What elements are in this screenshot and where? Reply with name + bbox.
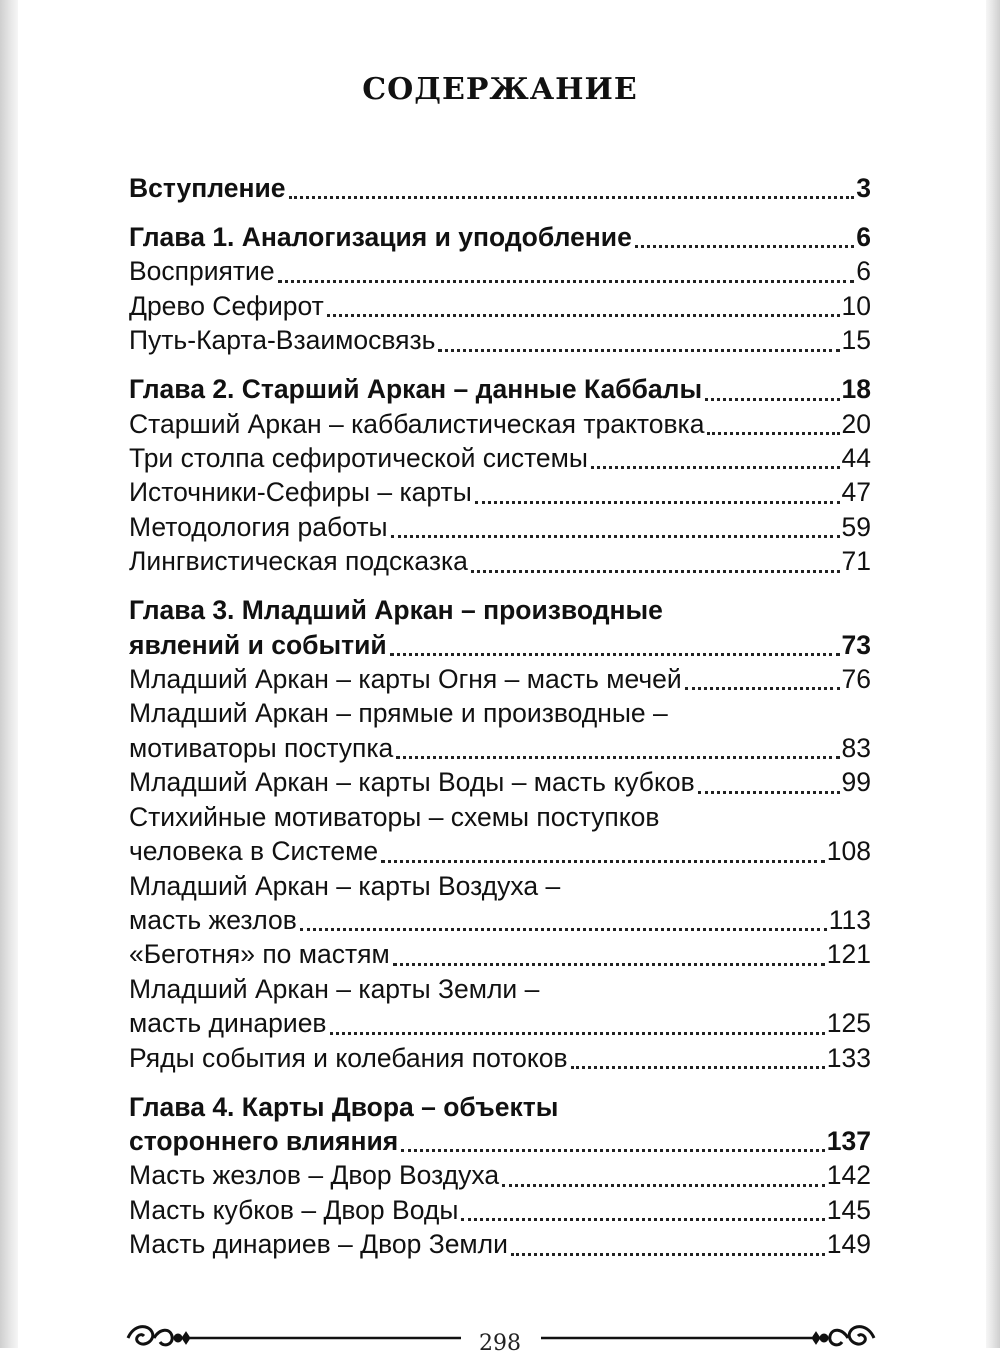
dot-leader [695, 765, 842, 799]
chapter-title: Глава 1. Аналогизация и уподобление [129, 222, 632, 252]
dot-leader [393, 731, 841, 765]
chapter-title: Вступление [129, 173, 286, 203]
dot-leader [568, 1041, 827, 1075]
page-gutter-right [986, 0, 1000, 1348]
page-ref: 44 [841, 443, 871, 474]
page-ref: 133 [826, 1042, 871, 1073]
page-ref: 137 [826, 1125, 871, 1156]
section-title: масть динариев [129, 1008, 327, 1039]
page-ref: 6 [856, 256, 871, 287]
section-title: Восприятие [129, 256, 275, 287]
dot-leader [324, 289, 842, 323]
toc-section-entry [129, 1006, 871, 1040]
dot-leader [327, 1006, 827, 1040]
toc-section-entry [129, 937, 871, 971]
page-ref: 6 [856, 222, 871, 252]
section-title: Древо Сефирот [129, 290, 324, 321]
page-ref: 149 [826, 1229, 871, 1260]
page-ref: 142 [826, 1160, 871, 1191]
chapter-title: явлений и событий [129, 629, 387, 660]
toc-group [129, 220, 871, 358]
section-title: Путь-Карта-Взаимосвязь [129, 325, 436, 356]
section-title: Источники-Сефиры – карты [129, 477, 472, 508]
section-title: Младший Аркан – карты Воды – масть кубков [129, 767, 695, 798]
toc-section-entry [129, 1041, 871, 1075]
toc-chapter-entry [129, 372, 871, 406]
section-title: Масть кубков – Двор Воды [129, 1194, 459, 1225]
page-ref: 3 [856, 173, 871, 203]
toc-group [129, 372, 871, 578]
dot-leader [390, 937, 827, 971]
section-title: Младший Аркан – карты Огня – масть мечей [129, 664, 682, 695]
page-ref: 113 [828, 904, 871, 935]
page-ref: 121 [826, 939, 871, 970]
dot-leader [388, 510, 842, 544]
toc-entry-first-line [129, 1090, 871, 1124]
toc-chapter-entry [129, 220, 871, 254]
page-ref: 76 [841, 664, 871, 695]
section-title: Младший Аркан – карты Воздуха – [129, 870, 561, 901]
toc-chapter-entry [129, 628, 871, 662]
toc-entry-first-line [129, 696, 871, 730]
toc-group [129, 171, 871, 205]
dot-leader [398, 1124, 827, 1158]
section-title: Ряды события и колебания потоков [129, 1042, 568, 1073]
dot-leader [704, 407, 841, 441]
toc-section-entry [129, 834, 871, 868]
page-ref: 47 [841, 477, 871, 508]
page-ref: 59 [841, 511, 871, 542]
toc-section-entry [129, 475, 871, 509]
dot-leader [499, 1158, 827, 1192]
section-title: Младший Аркан – карты Земли – [129, 973, 540, 1004]
toc-chapter-entry [129, 1124, 871, 1158]
page-number: 298 [479, 1331, 521, 1356]
dot-leader [588, 441, 842, 475]
dot-leader [702, 372, 841, 406]
section-title: Методология работы [129, 511, 388, 542]
section-title: Масть динариев – Двор Земли [129, 1229, 508, 1260]
page-ref: 71 [841, 546, 871, 577]
section-title: человека в Системе [129, 836, 379, 867]
toc-section-entry [129, 731, 871, 765]
chapter-title: Глава 3. Младший Аркан – производные [129, 595, 663, 626]
chapter-title: Глава 2. Старший Аркан – данные Каббалы [129, 374, 703, 405]
toc-section-entry [129, 254, 871, 288]
page-gutter-left [0, 0, 18, 1348]
toc-section-entry [129, 323, 871, 357]
section-title: «Беготня» по мастям [129, 939, 390, 970]
chapter-title: стороннего влияния [129, 1125, 399, 1156]
dot-leader [472, 475, 842, 509]
toc-section-entry [129, 765, 871, 799]
section-title: Старший Аркан – каббалистическая трактовка [129, 408, 705, 439]
page-ref: 20 [841, 408, 871, 439]
section-title: Младший Аркан – прямые и производные – [129, 698, 668, 729]
toc-entry-first-line [129, 800, 871, 834]
chapter-title: Глава 4. Карты Двора – объекты [129, 1091, 559, 1122]
page-ref: 145 [826, 1194, 871, 1225]
section-title: Стихийные мотиваторы – схемы поступков [129, 801, 660, 832]
section-title: Лингвистическая подсказка [129, 546, 468, 577]
page-ref: 99 [841, 767, 871, 798]
dot-leader [682, 662, 842, 696]
page-ref: 73 [841, 629, 871, 660]
dot-leader [378, 834, 827, 868]
dot-leader [458, 1193, 826, 1227]
table-of-contents [129, 171, 871, 1276]
section-title: Три столпа сефиротической системы [129, 443, 588, 474]
dot-leader [508, 1227, 827, 1261]
toc-section-entry [129, 1158, 871, 1192]
page-ref: 10 [841, 290, 871, 321]
toc-chapter-entry [129, 171, 871, 205]
dot-leader [297, 903, 829, 937]
page-title: СОДЕРЖАНИЕ [362, 72, 638, 107]
dot-leader [275, 254, 857, 288]
section-title: мотиваторы поступка [129, 732, 394, 763]
toc-section-entry [129, 441, 871, 475]
toc-entry-first-line [129, 972, 871, 1006]
toc-entry-first-line [129, 869, 871, 903]
toc-section-entry [129, 289, 871, 323]
section-title: масть жезлов [129, 904, 297, 935]
dot-leader [468, 544, 842, 578]
toc-section-entry [129, 1227, 871, 1261]
toc-group [129, 1090, 871, 1262]
page-ref: 15 [841, 325, 871, 356]
dot-leader [632, 220, 856, 254]
dot-leader [286, 171, 857, 205]
toc-entry-first-line [129, 593, 871, 627]
dot-leader [435, 323, 841, 357]
toc-section-entry [129, 903, 871, 937]
toc-section-entry [129, 662, 871, 696]
section-title: Масть жезлов – Двор Воздуха [129, 1160, 500, 1191]
page-ref: 83 [841, 732, 871, 763]
toc-section-entry [129, 1193, 871, 1227]
dot-leader [387, 628, 842, 662]
page-ref: 125 [826, 1008, 871, 1039]
toc-section-entry [129, 510, 871, 544]
toc-section-entry [129, 407, 871, 441]
page-ref: 18 [841, 374, 871, 405]
toc-group [129, 593, 871, 1075]
page-ref: 108 [826, 836, 871, 867]
toc-section-entry [129, 544, 871, 578]
